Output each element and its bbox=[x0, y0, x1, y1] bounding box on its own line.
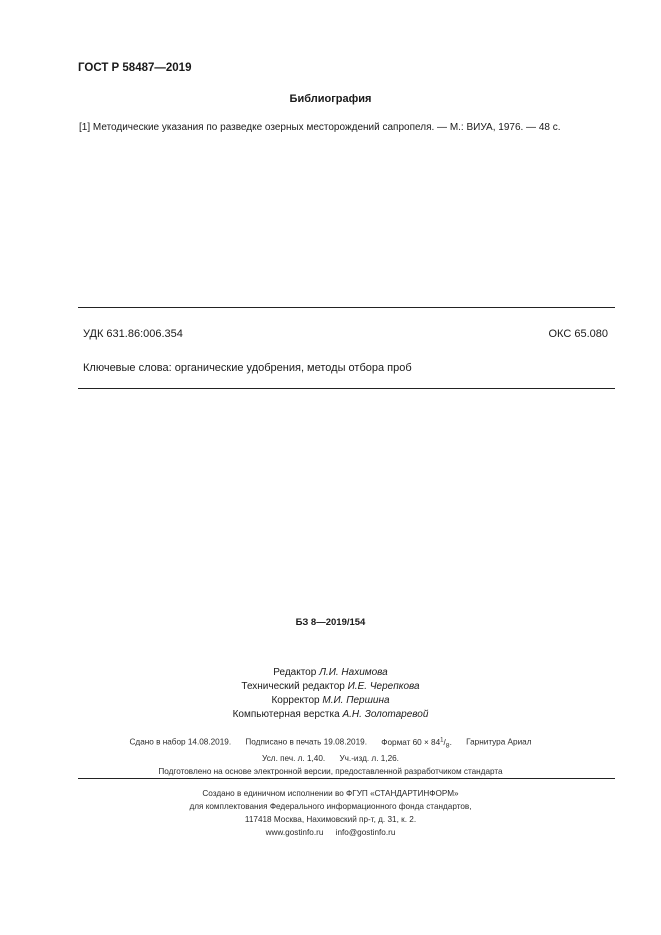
tech-editor-line bbox=[0, 680, 661, 694]
oks-code bbox=[548, 328, 608, 340]
website-link[interactable]: www.gostinfo.ru bbox=[265, 828, 324, 837]
layout-line bbox=[0, 708, 661, 722]
print-info-line-2 bbox=[0, 752, 661, 765]
print-info bbox=[0, 734, 661, 778]
typeface: Гарнитура Ариал bbox=[466, 737, 532, 747]
print-info-line-1 bbox=[0, 734, 661, 752]
pub-sheets: Уч.-изд. л. 1,26. bbox=[339, 754, 399, 764]
bz-number: БЗ 8—2019/154 bbox=[295, 617, 366, 628]
oks-label: ОКС bbox=[548, 328, 572, 340]
submitted-date: Сдано в набор 14.08.2019. bbox=[129, 737, 232, 747]
editor-line bbox=[0, 666, 661, 680]
udk-value: 631.86:006.354 bbox=[106, 328, 183, 340]
prepared-note: Подготовлено на основе электронной версии, предоставленной разработчиком стандарта bbox=[158, 767, 503, 777]
corrector-name: М.И. Першина bbox=[322, 695, 390, 706]
email-link[interactable]: info@gostinfo.ru bbox=[335, 828, 396, 837]
corrector-label: Корректор bbox=[271, 695, 320, 706]
publisher-contacts bbox=[0, 826, 661, 839]
publisher-block bbox=[0, 787, 661, 839]
divider-bottom bbox=[78, 388, 615, 389]
publisher-line-2: для комплектования Федерального информационного фонда стандартов, bbox=[189, 802, 472, 811]
credits-block bbox=[0, 666, 661, 722]
divider-top bbox=[78, 307, 615, 308]
format: Формат $60 \times 84^1/_8$. bbox=[381, 737, 452, 750]
publisher-line-3: 117418 Москва, Нахимовский пр-т, д. 31, к. 2. bbox=[244, 815, 417, 824]
divider-publisher bbox=[78, 778, 615, 779]
document-code: ГОСТ Р 58487—2019 bbox=[78, 62, 192, 74]
corrector-line bbox=[0, 694, 661, 708]
keywords-label: Ключевые слова: bbox=[83, 362, 172, 374]
tech-editor-label: Технический редактор bbox=[241, 681, 345, 692]
signed-date: Подписано в печать 19.08.2019. bbox=[245, 737, 367, 747]
bibliography-entry-number: [1] bbox=[79, 122, 91, 133]
keywords bbox=[83, 362, 412, 374]
layout-label: Компьютерная верстка bbox=[232, 709, 340, 720]
keywords-value: органические удобрения, методы отбора проб bbox=[174, 362, 412, 374]
print-sheets: Усл. печ. л. 1,40. bbox=[262, 754, 326, 764]
editor-label: Редактор bbox=[273, 667, 317, 678]
oks-value: 65.080 bbox=[574, 328, 608, 340]
bibliography-entry-text: Методические указания по разведке озерных месторождений сапропеля. — М.: ВИУА, 1976. — 48 с. bbox=[92, 122, 561, 133]
udk-code bbox=[83, 328, 183, 340]
udk-label: УДК bbox=[83, 328, 104, 340]
bibliography-title: Библиография bbox=[289, 93, 372, 105]
tech-editor-name: И.Е. Черепкова bbox=[347, 681, 420, 692]
editor-name: Л.И. Нахимова bbox=[319, 667, 388, 678]
bibliography-entry bbox=[79, 122, 561, 133]
publisher-line-1: Создано в единичном исполнении во ФГУП «СТАНДАРТИНФОРМ» bbox=[202, 789, 459, 798]
layout-name: А.Н. Золотаревой bbox=[342, 709, 429, 720]
